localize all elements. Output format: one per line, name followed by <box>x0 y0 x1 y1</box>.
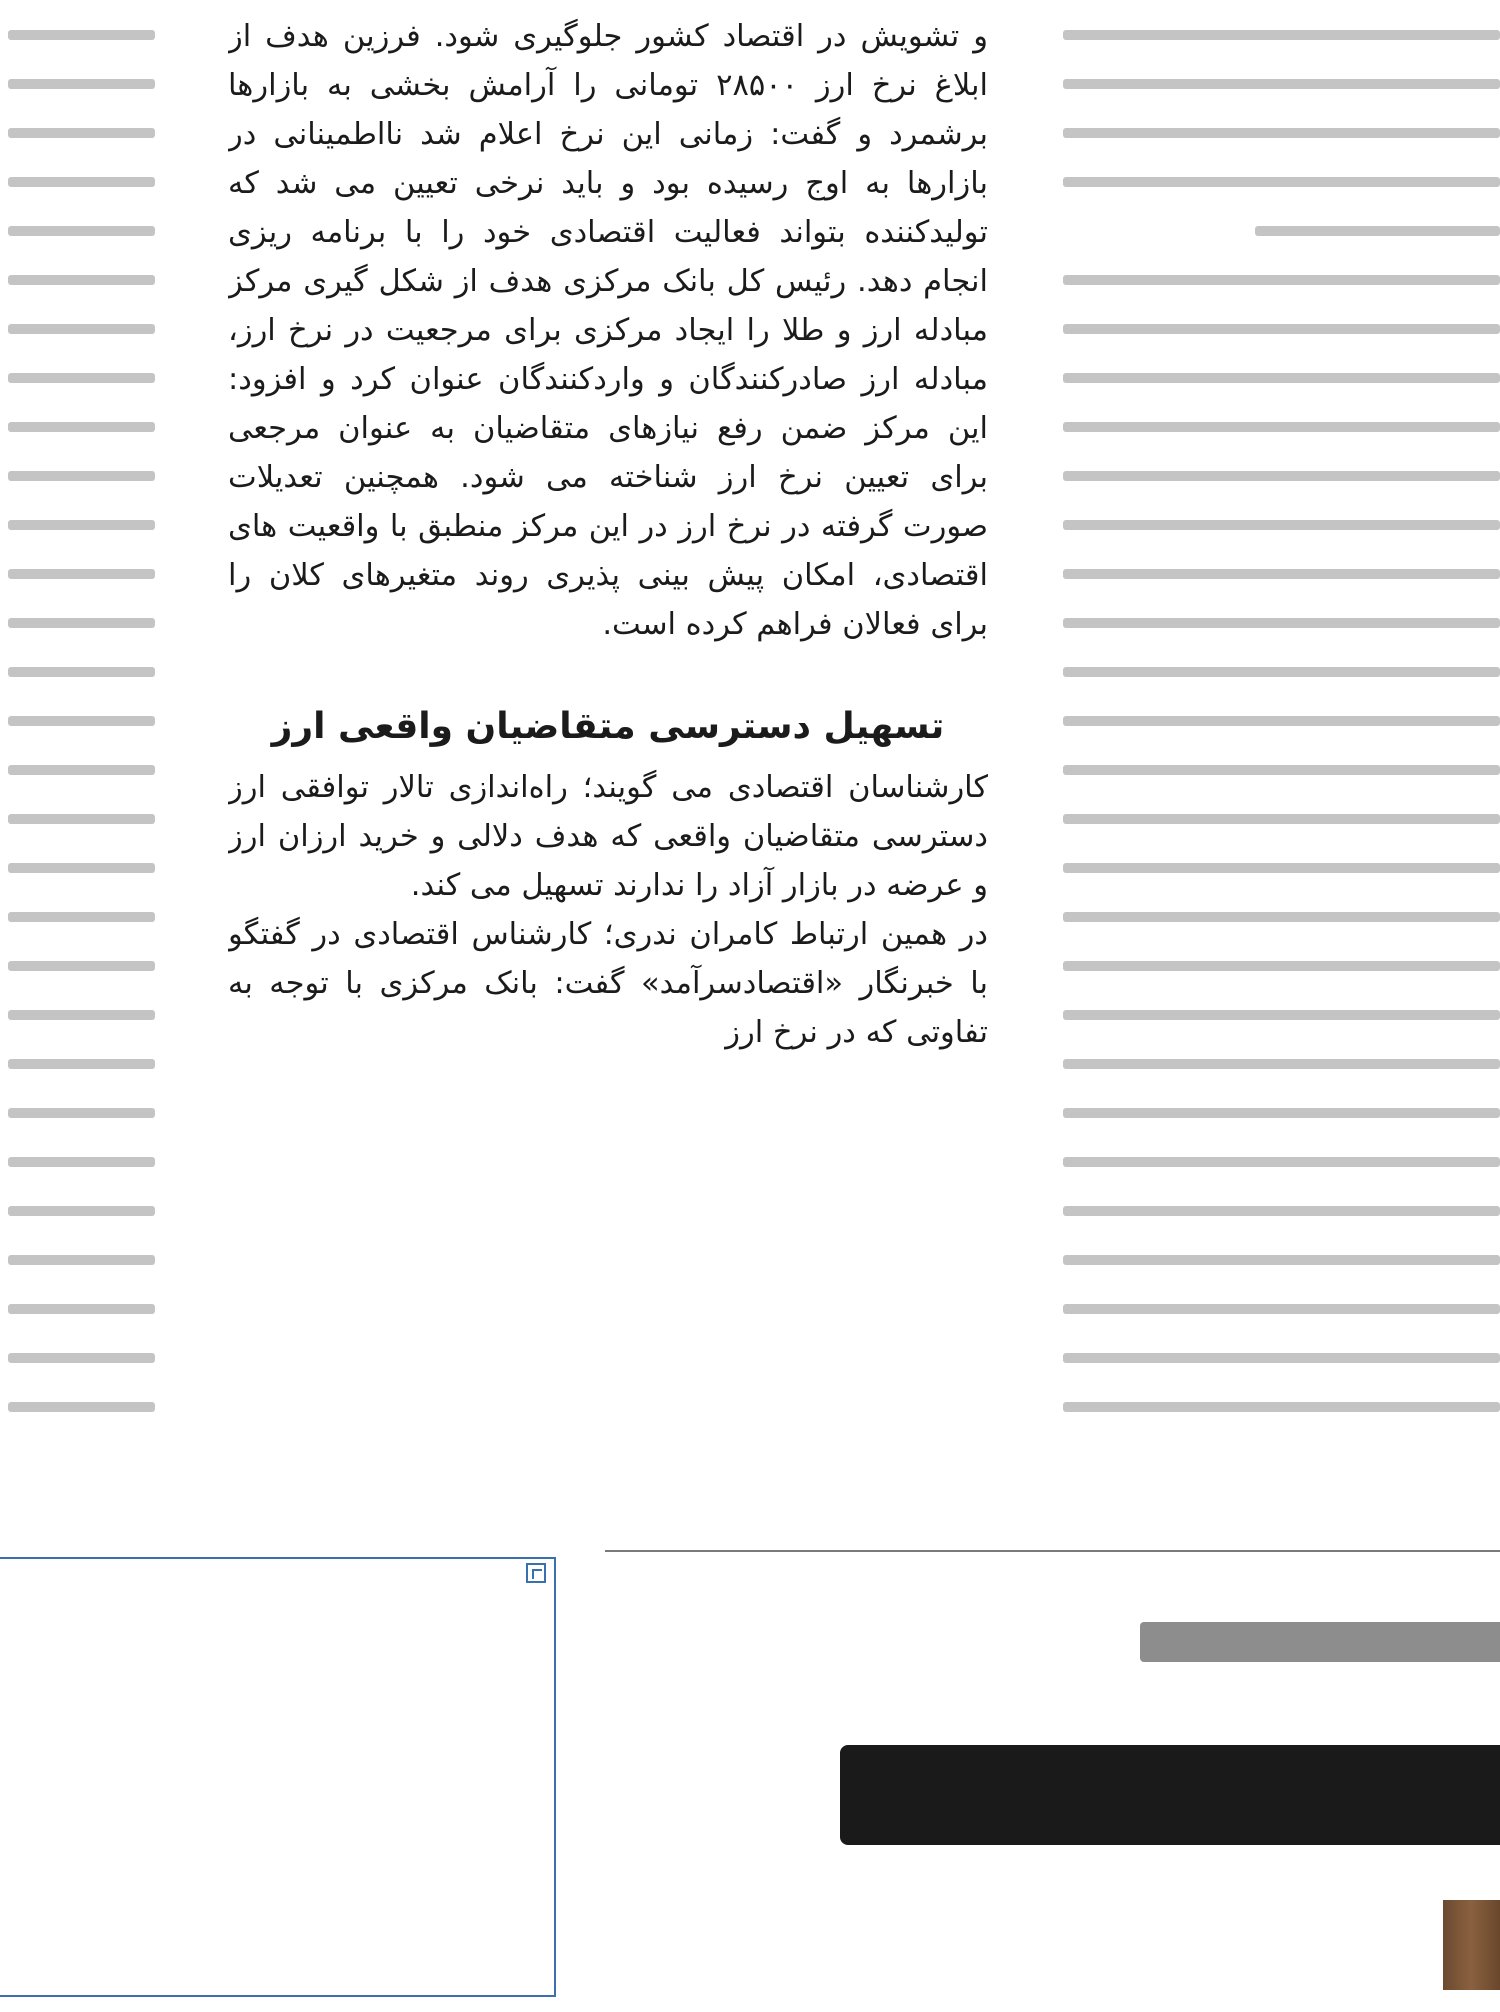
cropped-text-line <box>1055 61 1500 110</box>
legal-notice-text <box>0 1620 540 2012</box>
cropped-text-line <box>1055 1188 1500 1237</box>
section-divider <box>605 1550 1500 1552</box>
cropped-text-line <box>0 208 155 257</box>
cropped-text-line <box>0 1335 155 1384</box>
cropped-text-line <box>0 1286 155 1335</box>
cropped-text-line <box>0 992 155 1041</box>
cropped-text-line <box>1055 1286 1500 1335</box>
cropped-text-line <box>1055 208 1500 257</box>
cropped-text-line <box>1055 796 1500 845</box>
cropped-text-line <box>1055 453 1500 502</box>
cropped-text-line <box>0 110 155 159</box>
cropped-text-line <box>1055 600 1500 649</box>
cropped-text-line <box>1055 502 1500 551</box>
cropped-text-line <box>0 1676 415 1732</box>
article-paragraph: کارشناسان اقتصادی می گویند؛ راه‌اندازی تالار توافقی ارز دسترسی متقاضیان واقعی که هدف دلالی و خرید ارزان ارز و عرضه در بازار آزاد را ندارند تسهیل می کند. <box>228 770 988 903</box>
cropped-text-line <box>1055 747 1500 796</box>
cropped-text-line <box>0 894 155 943</box>
cropped-text-line <box>1055 1090 1500 1139</box>
cropped-text-line <box>1055 894 1500 943</box>
cropped-text-line <box>0 698 155 747</box>
cropped-text-line <box>0 404 155 453</box>
cropped-text-line <box>0 845 155 894</box>
cropped-text-line <box>0 1788 525 1844</box>
cropped-text-line <box>0 796 155 845</box>
cropped-text-line <box>1055 1237 1500 1286</box>
cropped-text-line <box>0 159 155 208</box>
cropped-text-line <box>1055 110 1500 159</box>
cropped-text-line <box>0 1041 155 1090</box>
cropped-text-line <box>0 1956 520 2012</box>
cropped-text-line <box>1055 1139 1500 1188</box>
article-paragraph: در همین ارتباط کامران ندری؛ کارشناس اقتصادی در گفتگو با خبرنگار «اقتصادسرآمد» گفت: بانک مرکزی با توجه به تفاوتی که در نرخ ارز <box>228 917 988 1050</box>
lower-article-text <box>595 1895 1410 2007</box>
cropped-text-line <box>0 1139 155 1188</box>
article-right-column <box>1055 0 1500 1470</box>
cropped-text-line <box>1055 12 1500 61</box>
section-subheading: تسهیل دسترسی متقاضیان واقعی ارز <box>271 706 945 747</box>
cropped-text-line <box>1055 698 1500 747</box>
cropped-text-line <box>0 306 155 355</box>
cropped-text-line <box>0 1188 155 1237</box>
cropped-text-line <box>1055 1335 1500 1384</box>
cropped-text-line <box>0 257 155 306</box>
cropped-text-line <box>1055 1041 1500 1090</box>
cropped-text-line <box>0 551 155 600</box>
cropped-text-line <box>620 1951 1410 2007</box>
cropped-text-line <box>1055 551 1500 600</box>
cropped-text-line <box>0 1844 525 1900</box>
cropped-text-line <box>1055 992 1500 1041</box>
cropped-text-line <box>1055 845 1500 894</box>
cropped-text-line <box>0 61 155 110</box>
cropped-text-line <box>1055 1384 1500 1433</box>
cropped-text-line <box>0 1384 155 1433</box>
cropped-text-line <box>0 600 155 649</box>
article-left-column <box>0 0 155 1470</box>
cropped-text-line <box>0 1620 510 1676</box>
cropped-text-line <box>0 1732 375 1788</box>
cropped-text-line <box>1055 404 1500 453</box>
cropped-text-line <box>1055 257 1500 306</box>
cropped-text-line <box>1055 306 1500 355</box>
cropped-text-line <box>0 453 155 502</box>
cropped-text-line <box>1055 355 1500 404</box>
cropped-text-line <box>0 1237 155 1286</box>
article-middle-column <box>228 12 988 1492</box>
cropped-text-line <box>1055 159 1500 208</box>
cropped-text-line <box>620 1895 1410 1951</box>
insurance-kicker-heading <box>1110 1600 1500 1680</box>
cropped-text-line <box>0 1900 400 1956</box>
cropped-text-line <box>0 12 155 61</box>
article-paragraph: و تشویش در اقتصاد کشور جلوگیری شود. فرزین هدف از ابلاغ نرخ ارز ۲۸۵۰۰ تومانی را آرامش بخشی به بازارها برشمرد و گفت: زمانی این نرخ اعلام شد نااطمینانی در بازارها به اوج رسیده بود و باید نرخی تعیین می شد که تولیدکننده بتواند فعالیت اقتصادی خود را با برنامه ریزی انجام دهد. رئیس کل بانک مرکزی هدف از شکل گیری مرکز مبادله ارز و طلا را ایجاد مرکزی برای مرجعیت در نرخ ارز، مبادله ارز صادرکنندگان و واردکنندگان عنوان کرد و افزود: این مرکز ضمن رفع نیازهای متقاضیان به عنوان مرجعی برای تعیین نرخ ارز شناخته می شود. همچنین تعدیلات صورت گرفته در نرخ ارز در این مرکز منطبق با واقعیت های اقتصادی، امکان پیش بینی پذیری روند متغیرهای کلان را برای فعالان فراهم کرده است. <box>228 19 988 642</box>
photo <box>1443 1900 1500 1990</box>
cropped-text-line <box>0 1090 155 1139</box>
cropped-text-line <box>0 649 155 698</box>
resize-handle-icon <box>526 1563 546 1583</box>
cropped-text-line <box>0 502 155 551</box>
cropped-text-line <box>0 943 155 992</box>
main-headline <box>840 1735 1500 1855</box>
cropped-text-line <box>1055 943 1500 992</box>
cropped-text-line <box>1055 649 1500 698</box>
cropped-text-line <box>0 747 155 796</box>
cropped-text-line <box>0 355 155 404</box>
